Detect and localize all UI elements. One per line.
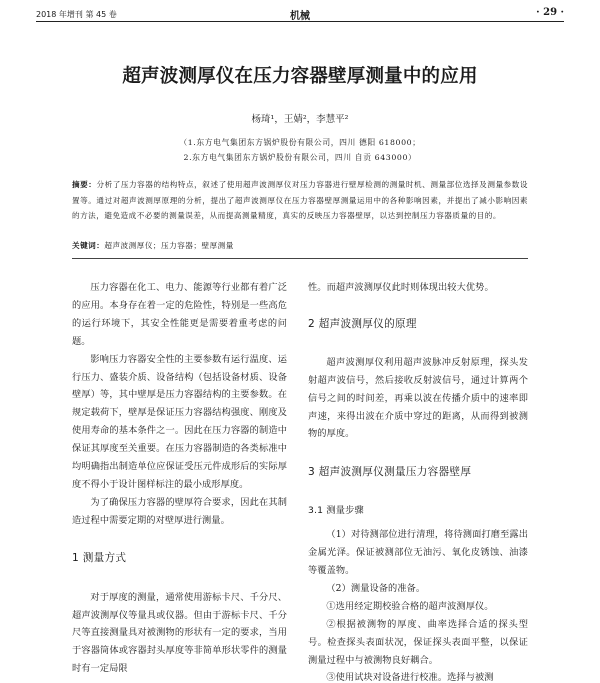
paragraph: 性。而超声波测厚仪此时则体现出较大优势。 xyxy=(308,282,494,293)
page-number: · 29 · xyxy=(536,7,564,18)
abstract-text: 分析了压力容器的结构特点，叙述了使用超声波测厚仪对压力容器进行壁厚检测的测量时机、测量部位选择及测量参数设置等。通过对超声波测厚原理的分析，提出了超声波测厚仪在压力容器壁厚测量运用中的各种影响因素，并提出了减小影响因素的方法，避免造成不必要的测量误差，从而提高测量精度，真实的反映压力容器壁厚，以达到控制压力容器质量的目的。 xyxy=(72,180,528,221)
keywords-text: 超声波测厚仪；压力容器；壁厚测量 xyxy=(104,241,234,250)
affiliation-2: 2.东方电气集团东方锅炉股份有限公司，四川 自贡 643000） xyxy=(183,153,417,162)
paragraph: 超声波测厚仪利用超声波脉冲反射原理，探头发射超声波信号，然后接收反射波信号，通过计算两个信号之间的时间差，再乘以波在传播介质中的速率即声速，来得出波在介质中穿过的距离，从而得到被测物的厚度。 xyxy=(308,356,528,440)
page-header xyxy=(36,7,564,21)
affiliation-1: （1.东方电气集团东方锅炉股份有限公司，四川 德阳 618000； xyxy=(179,138,421,147)
abstract xyxy=(72,177,528,224)
list-item: ③使用试块对设备进行校准。选择与被测 xyxy=(326,672,494,683)
subsection-heading-3-1: 3.1 测量步骤 xyxy=(308,505,364,517)
list-item: ①选用经定期校验合格的超声波测厚仪。 xyxy=(326,600,494,612)
keywords-label: 关键词： xyxy=(72,241,105,250)
keywords xyxy=(72,240,528,251)
section-heading-2: 2 超声波测厚仪的原理 xyxy=(308,317,417,330)
journal-name: 机械 xyxy=(290,11,310,22)
paragraph: 对于厚度的测量，通常使用游标卡尺、千分尺、超声波测厚仪等量具或仪器。但由于游标卡尺、千分尺等直接测量具对被测物的形状有一定的要求，当用于容器筒体或容器封头厚度等非简单形状零件的测量时有一定局限 xyxy=(72,591,287,675)
header-divider xyxy=(36,21,564,22)
paragraph: 压力容器在化工、电力、能源等行业都有着广泛的应用。本身存在着一定的危险性，特别是一些高危的运行环境下，其安全性能更是需要着重考虑的问题。 xyxy=(72,282,287,347)
paper-title: 超声波测厚仪在压力容器壁厚测量中的应用 xyxy=(122,66,478,87)
right-column xyxy=(308,279,528,683)
list-item: ②根据被测物的厚度、曲率选择合适的探头型号。检查探头表面状况，保证探头表面平整，以保证测量过程中与被测物良好耦合。 xyxy=(308,618,528,666)
list-item: （2）测量设备的准备。 xyxy=(326,582,426,594)
section-heading-3: 3 超声波测厚仪测量压力容器壁厚 xyxy=(308,466,472,479)
list-item: （1）对待测部位进行清理，将待测面打磨至露出金属光泽。保证被测部位无油污、氧化皮锈蚀、油漆等覆盖物。 xyxy=(308,529,528,576)
abstract-label: 摘要： xyxy=(72,180,97,189)
left-column xyxy=(72,279,287,678)
abstract-divider xyxy=(72,258,528,259)
paragraph: 为了确保压力容器的壁厚符合要求，因此在其制造过程中需要定期的对壁厚进行测量。 xyxy=(72,496,287,526)
author-list: 杨琦¹，王婧²，李慧平² xyxy=(251,114,349,125)
journal-issue: 2018 年增刊 第 45 卷 xyxy=(36,10,117,19)
paragraph: 影响压力容器安全性的主要参数有运行温度、运行压力、盛装介质、设备结构（包括设备材质、设备壁厚）等，其中壁厚是压力容器结构的主要参数。在规定载荷下，壁厚是保证压力容器结构强度、刚度及使用寿命的基本条件之一。因此在压力容器的制造中保证其厚度至关重要。在压力容器制造的各类标准中均明确指出制造单位应保证受压元件成形后的实际厚度不得小于设计图样标注的最小成形厚度。 xyxy=(72,353,287,490)
section-heading-1: 1 测量方式 xyxy=(72,551,127,564)
